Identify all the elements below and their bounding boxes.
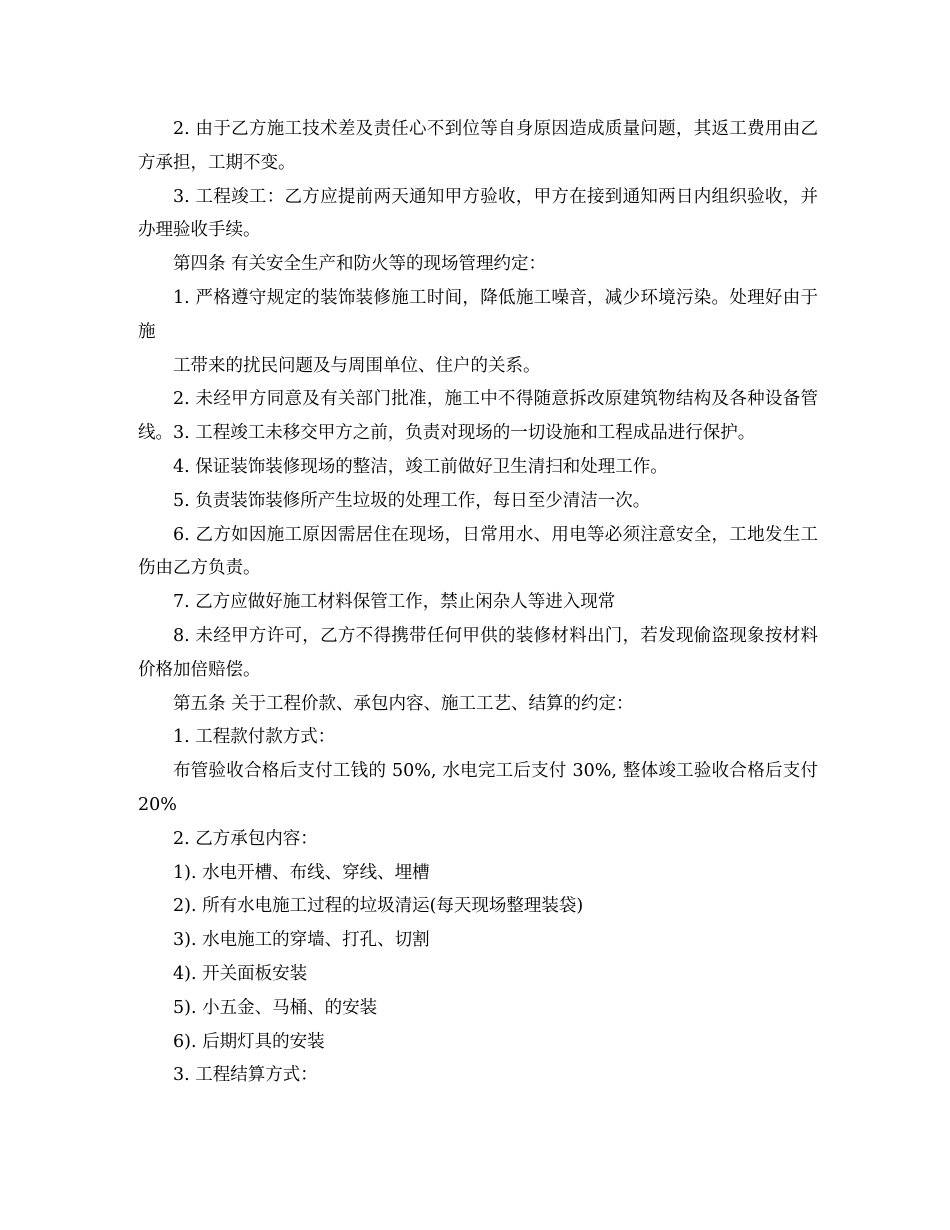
paragraph: 7. 乙方应做好施工材料保管工作，禁止闲杂人等进入现常 [173,592,616,613]
list-item: 4). 开关面板安装 [173,963,308,984]
list-item: 2). 所有水电施工过程的垃圾清运(每天现场整理装袋) [173,896,584,917]
section-heading: 第五条 关于工程价款、承包内容、施工工艺、结算的约定： [173,693,634,714]
list-item: 1). 水电开槽、布线、穿线、埋槽 [173,862,430,883]
list-item: 6). 后期灯具的安装 [173,1031,325,1052]
paragraph: 1. 工程款付款方式： [173,727,336,748]
section-heading: 第四条 有关安全生产和防火等的现场管理约定： [173,254,547,275]
paragraph: 2. 乙方承包内容： [173,828,318,849]
paragraph: 工带来的扰民问题及与周围单位、住户的关系。 [173,355,541,376]
list-item: 3). 水电施工的穿墙、打孔、切割 [173,930,430,951]
document-body [138,113,818,1093]
paragraph: 6. 乙方如因施工原因需居住在现场，日常用水、用电等必须注意安全，工地发生工伤由乙方负责。 [138,524,818,579]
paragraph: 3. 工程竣工：乙方应提前两天通知甲方验收，甲方在接到通知两日内组织验收，并办理验收手续。 [138,186,818,241]
paragraph: 2. 未经甲方同意及有关部门批准，施工中不得随意拆改原建筑物结构及各种设备管线。3. 工程竣工未移交甲方之前，负责对现场的一切设施和工程成品进行保护。 [138,389,818,444]
paragraph: 5. 负责装饰装修所产生垃圾的处理工作，每日至少清洁一次。 [173,490,651,511]
paragraph: 8. 未经甲方许可，乙方不得携带任何甲供的装修材料出门，若发现偷盗现象按材料价格加倍赔偿。 [138,625,818,680]
list-item: 5). 小五金、马桶、的安装 [173,997,378,1018]
paragraph: 布管验收合格后支付工钱的 50%, 水电完工后支付 30%, 整体竣工验收合格后支付 20% [138,761,818,815]
paragraph: 4. 保证装饰装修现场的整洁，竣工前做好卫生清扫和处理工作。 [173,456,668,477]
paragraph: 1. 严格遵守规定的装饰装修施工时间，降低施工噪音，减少环境污染。处理好由于施 [138,287,818,342]
paragraph: 2. 由于乙方施工技术差及责任心不到位等自身原因造成质量问题，其返工费用由乙方承担，工期不变。 [138,119,818,173]
paragraph: 3. 工程结算方式： [173,1065,318,1086]
